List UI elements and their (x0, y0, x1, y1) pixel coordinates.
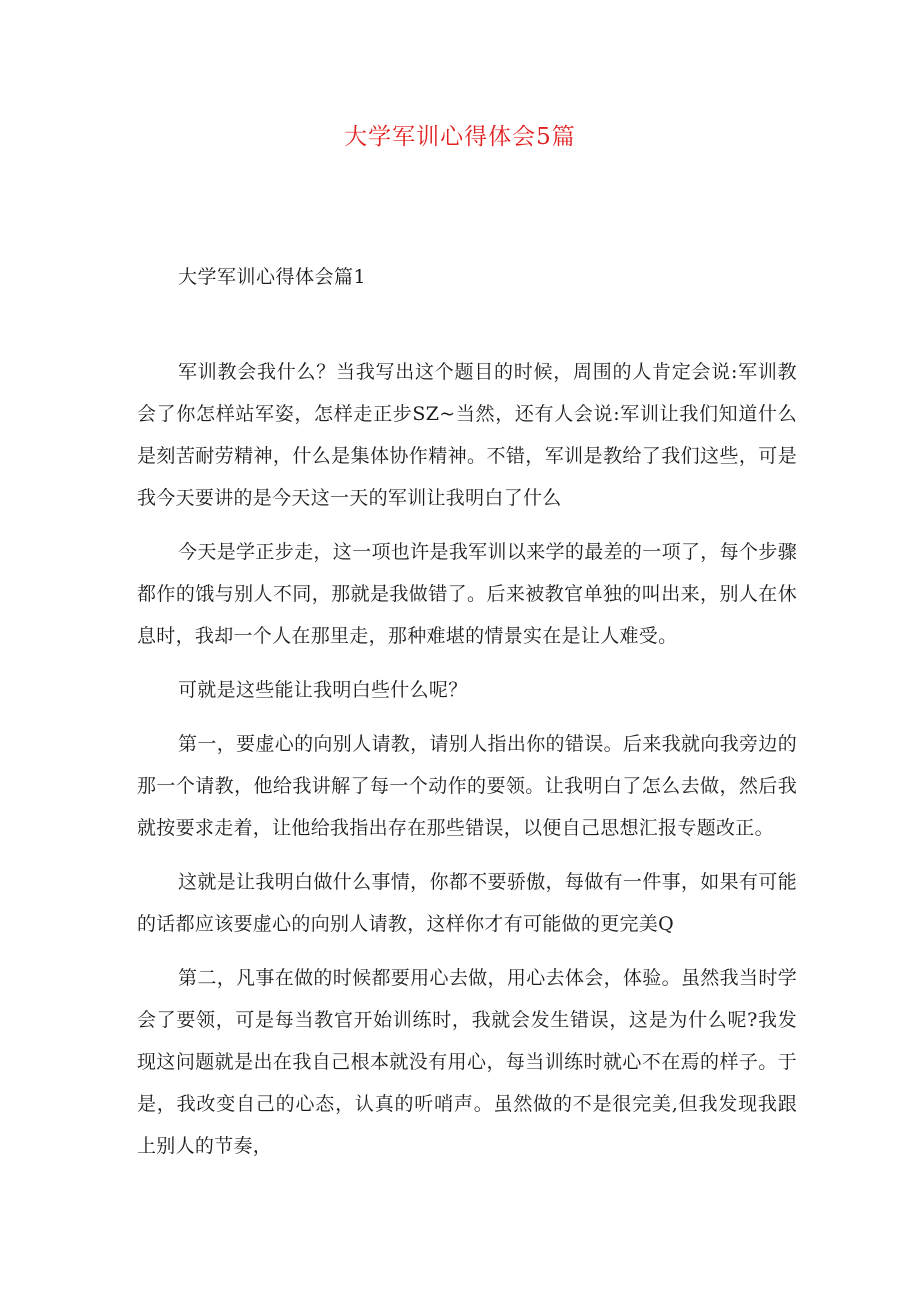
paragraph-3: 可就是这些能让我明白些什么呢？ (178, 679, 468, 701)
body-text (137, 351, 797, 1179)
paragraph-1: 军训教会我什么？当我写出这个题目的时候，周围的人肯定会说:军训教会了你怎样站军姿，怎样走正步SZ~当然，还有人会说:军训让我们知道什么是刻苦耐劳精神，什么是集体协作精神。不错，军训是教给了我们这些，可是我今天要讲的是今天这一天的军训让我明白了什么 (137, 361, 797, 509)
section-heading: 大学军训心得体会篇1 (178, 266, 367, 288)
paragraph-5: 这就是让我明白做什么事情，你都不要骄傲，每做有一件事，如果有可能的话都应该要虚心的向别人请教，这样你才有可能做的更完美Q (137, 871, 797, 935)
paragraph-4: 第一，要虚心的向别人请教，请别人指出你的错误。后来我就向我旁边的那一个请教，他给我讲解了每一个动作的要领。让我明白了怎么去做，然后我就按要求走着，让他给我指出存在那些错误，以便自己思想汇报专题改正。 (137, 733, 797, 839)
paragraph-2: 今天是学正步走，这一项也许是我军训以来学的最差的一项了，每个步骤都作的饿与别人不同，那就是我做错了。后来被教官单独的叫出来，别人在休息时，我却一个人在那里走，那种难堪的情景实在是让人难受。 (137, 541, 797, 647)
document-title: 大学军训心得体会5篇 (344, 124, 576, 150)
paragraph-6: 第二，凡事在做的时候都要用心去做，用心去体会，体验。虽然我当时学会了要领，可是每当教官开始训练时，我就会发生错误，这是为什么呢?我发现这问题就是出在我自己根本就没有用心，每当训练时就心不在焉的样子。于是，我改变自己的心态，认真的听哨声。虽然做的不是很完美,但我发现我跟上别人的节奏， (137, 967, 797, 1157)
